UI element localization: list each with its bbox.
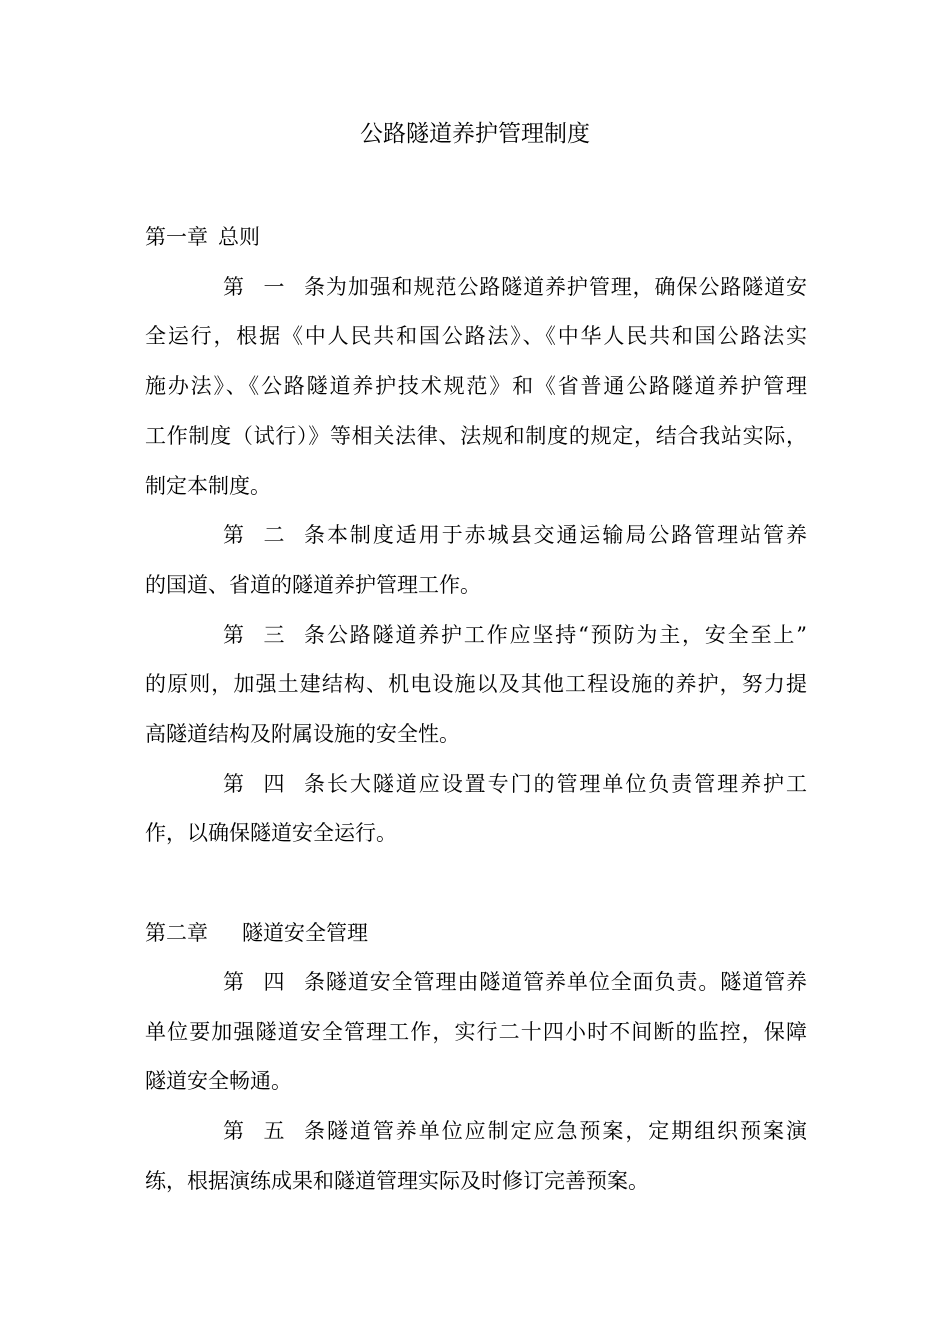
chapter-heading <box>145 222 260 252</box>
chapter-heading <box>145 918 368 948</box>
paragraph-text: 长大隧道应设置专门的管理单位负责管理养护工 <box>325 772 807 796</box>
paragraph-text: 为加强和规范公路隧道养护管理，确保公路隧道安 <box>325 275 807 299</box>
paragraph-text: 本制度适用于赤城县交通运输局公路管理站管养 <box>325 523 807 547</box>
article-label: 第一条 <box>223 275 325 299</box>
article-label: 第四条 <box>223 772 325 796</box>
paragraph-line <box>223 769 807 799</box>
article-label: 第五条 <box>223 1119 325 1143</box>
chapter-name: 隧道安全管理 <box>242 921 368 945</box>
chapter-number: 第二章 <box>145 921 208 945</box>
paragraph-line: 的原则，加强土建结构、机电设施以及其他工程设施的养护，努力提 <box>145 672 807 696</box>
paragraph-line <box>223 1116 807 1146</box>
paragraph-text: 隧道安全管理由隧道管养单位全面负责。隧道管养 <box>325 970 807 994</box>
paragraph-line: 的国道、省道的隧道养护管理工作。 <box>145 573 481 597</box>
paragraph-line: 单位要加强隧道安全管理工作，实行二十四小时不间断的监控，保障 <box>145 1020 807 1044</box>
paragraph-line: 全运行，根据《中人民共和国公路法》、《中华人民共和国公路法实 <box>145 324 807 348</box>
paragraph-line: 隧道安全畅通。 <box>145 1069 292 1093</box>
paragraph-line: 作，以确保隧道安全运行。 <box>145 821 397 845</box>
paragraph-line <box>223 520 807 550</box>
paragraph-line: 高隧道结构及附属设施的安全性。 <box>145 722 460 746</box>
chapter-number: 第一章 <box>145 225 208 249</box>
article-label: 第二条 <box>223 523 325 547</box>
paragraph-line <box>223 272 807 302</box>
paragraph-line: 工作制度（试行）》等相关法律、法规和制度的规定，结合我站实际， <box>145 424 807 448</box>
paragraph-line: 练，根据演练成果和隧道管理实际及时修订完善预案。 <box>145 1169 649 1193</box>
document-title: 公路隧道养护管理制度 <box>360 121 590 147</box>
paragraph-line <box>223 967 807 997</box>
article-label: 第三条 <box>223 623 325 647</box>
paragraph-line <box>223 620 807 650</box>
paragraph-line: 施办法》、《公路隧道养护技术规范》和《省普通公路隧道养护管理 <box>145 374 807 398</box>
article-label: 第四条 <box>223 970 325 994</box>
paragraph-text: 隧道管养单位应制定应急预案，定期组织预案演 <box>325 1119 807 1143</box>
paragraph-text: 公路隧道养护工作应坚持“预防为主，安全至上” <box>325 623 807 647</box>
chapter-name: 总则 <box>218 225 260 249</box>
paragraph-line: 制定本制度。 <box>145 474 271 498</box>
